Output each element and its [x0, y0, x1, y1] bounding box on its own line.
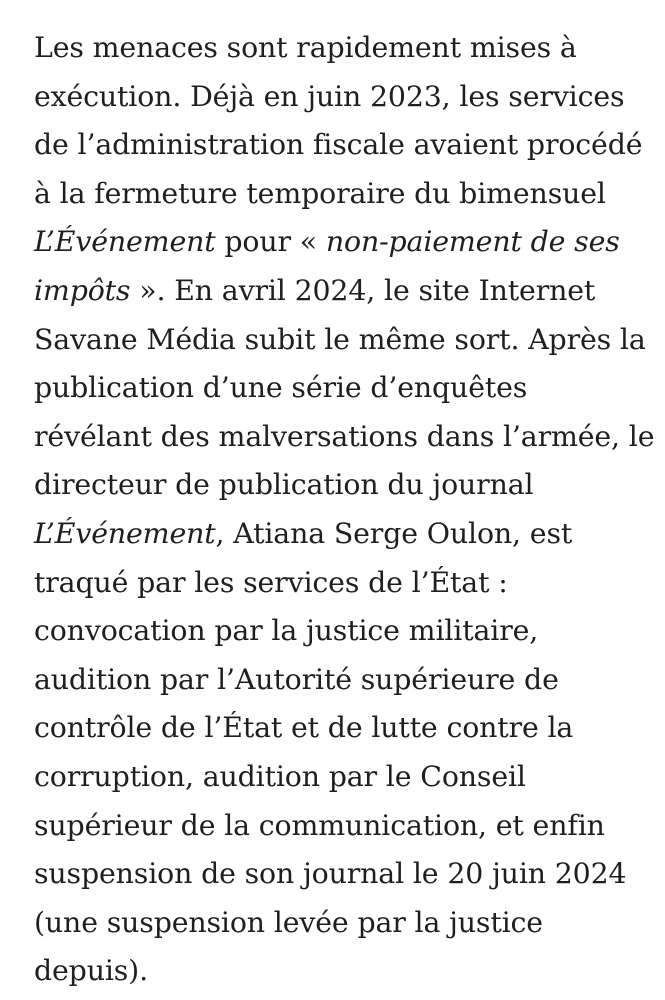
line-text: ». En avril 2024, le site Internet: [130, 273, 596, 307]
line-text: depuis).: [34, 954, 148, 988]
line-text: audition par l’Autorité supérieure de: [34, 662, 559, 696]
paragraph-line: [34, 73, 641, 122]
paragraph-line: [34, 704, 641, 753]
publication-title-italic: L’Événement: [34, 516, 216, 550]
paragraph-line: [34, 121, 641, 170]
line-text: de l’administration fiscale avaient procédé: [34, 128, 643, 162]
paragraph-line: [34, 850, 641, 899]
publication-title-italic: L’Événement: [34, 225, 216, 259]
line-text: contrôle de l’État et de lutte contre la: [34, 711, 574, 745]
line-text: à la fermeture temporaire du bimensuel: [34, 176, 606, 210]
line-text: convocation par la justice militaire,: [34, 614, 539, 648]
quoted-reason-italic: non-paiement de ses: [325, 225, 620, 259]
paragraph-line: [34, 218, 641, 267]
line-text: pour «: [215, 225, 326, 259]
paragraph-line: [34, 656, 641, 705]
line-text: supérieur de la communication, et enfin: [34, 808, 605, 842]
line-text: suspension de son journal le 20 juin 2024: [34, 857, 627, 891]
line-text: , Atiana Serge Oulon, est: [215, 516, 573, 550]
line-text: publication d’une série d’enquêtes: [34, 371, 528, 405]
paragraph-line: [34, 413, 655, 462]
line-text: (une suspension levée par la justice: [34, 905, 543, 939]
line-text: directeur de publication du journal: [34, 468, 534, 502]
paragraph-line: [34, 24, 641, 73]
paragraph-line: [34, 267, 641, 316]
paragraph-line: [34, 607, 641, 656]
paragraph-line: [34, 510, 641, 559]
paragraph-line: [34, 753, 641, 802]
paragraph-line: [34, 802, 641, 851]
paragraph-line: [34, 364, 641, 413]
line-text: corruption, audition par le Conseil: [34, 759, 526, 793]
paragraph-line: [34, 170, 641, 219]
paragraph-line: [34, 947, 641, 996]
paragraph-line: [34, 899, 641, 948]
line-text: révélant des malversations dans l’armée, le: [34, 419, 655, 453]
paragraph-line: [34, 316, 646, 365]
paragraph-line: [34, 559, 641, 608]
line-text: Les menaces sont rapidement mises à: [34, 31, 577, 64]
quoted-reason-italic: impôts: [34, 273, 131, 307]
paragraph-line: [34, 461, 641, 510]
line-text: traqué par les services de l’État :: [34, 565, 508, 599]
line-text: exécution. Déjà en juin 2023, les services: [34, 79, 625, 113]
article-paragraph: [34, 24, 655, 996]
line-text: Savane Média subit le même sort. Après la: [34, 322, 646, 356]
